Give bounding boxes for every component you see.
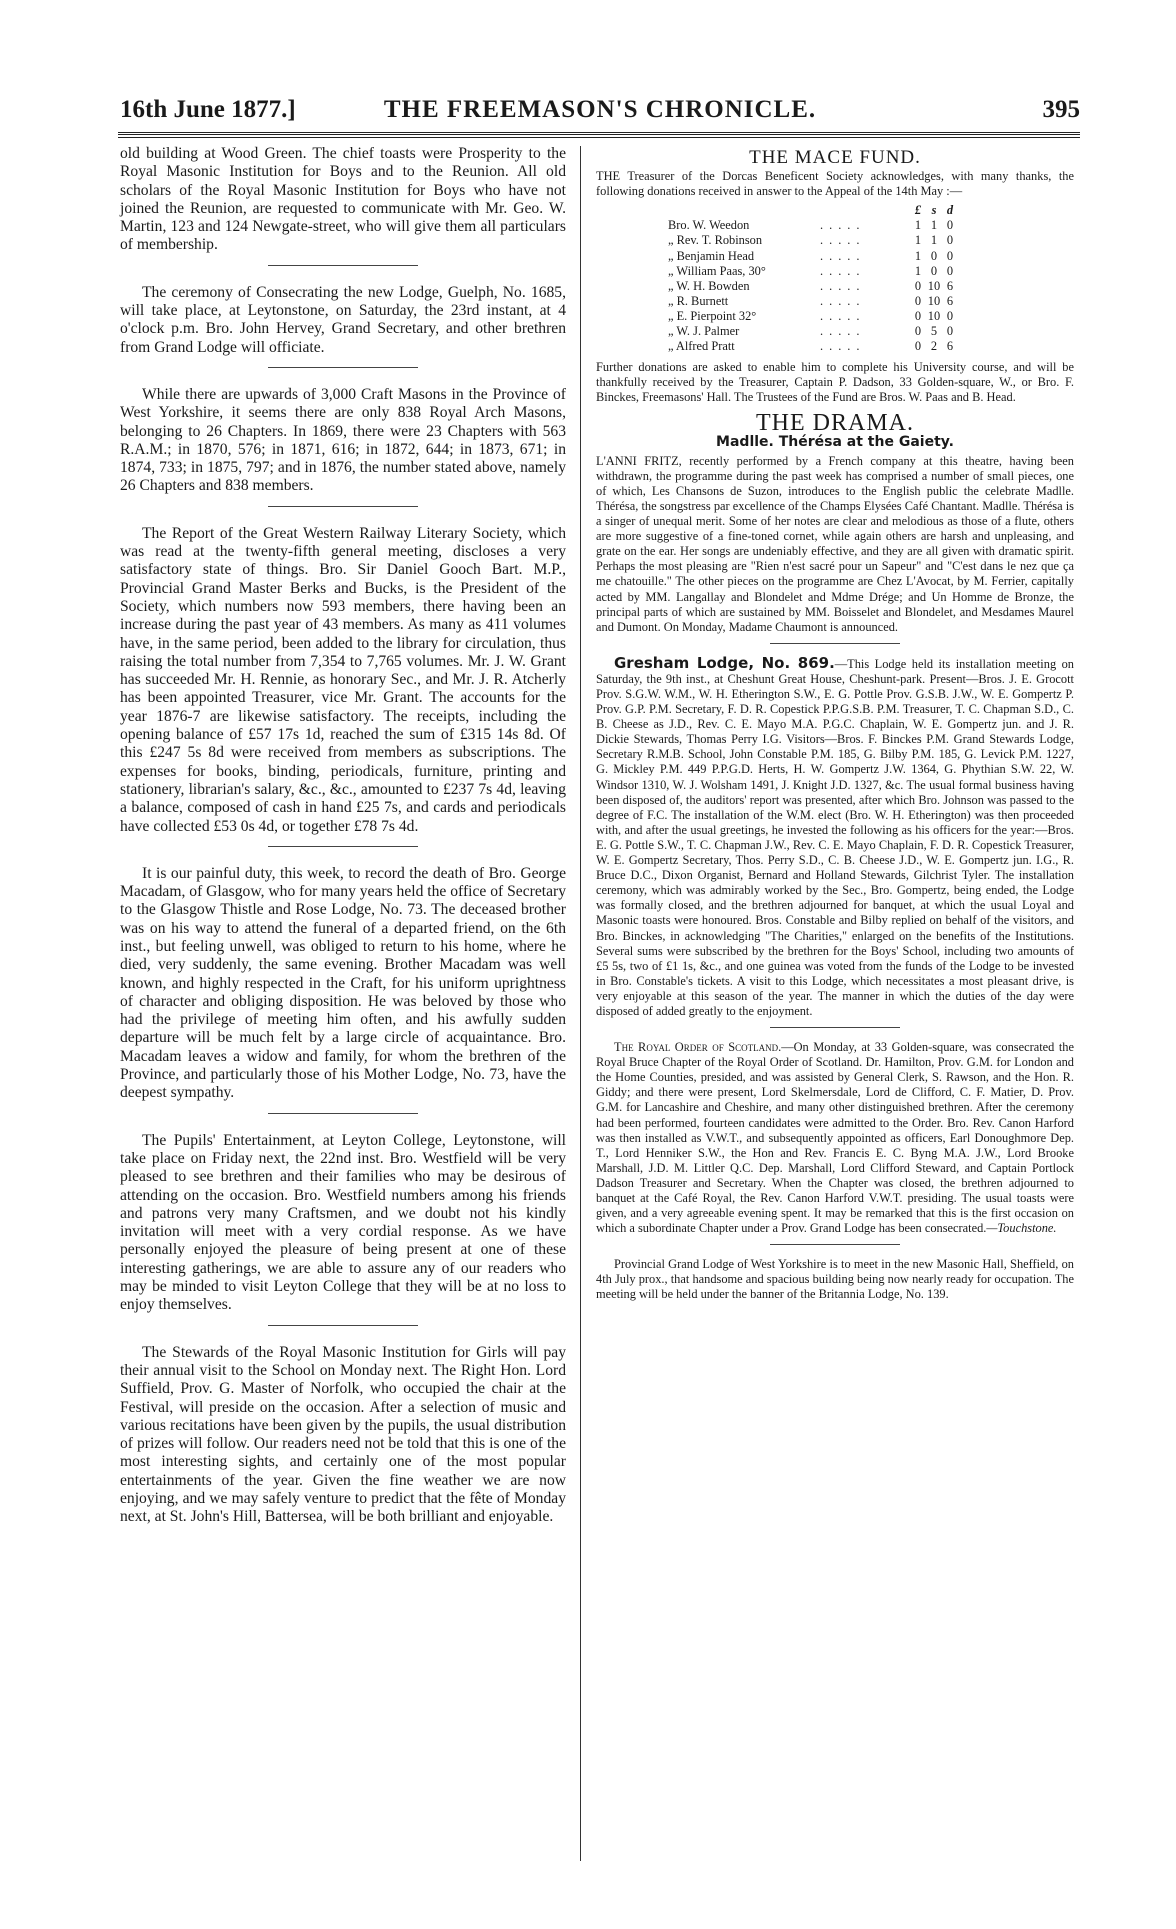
amount-pounds: 0 (914, 293, 922, 308)
leader-dots: ..... (820, 324, 866, 339)
separator-rule (268, 506, 418, 507)
drama-review: L'ANNI FRITZ, recently performed by a French company at this theatre, having been withdrawn, the programme during the past week has comprised a number of small pieces, one of which, Les Chansons de Suzon, introduces to the English public the celebrate Madlle. Thérésa, the songstress par excellence of the Champs Elysées Café Chantant. Madlle. Thérésa is a singer of unequal merit. Some of her notes are clear and melodious as those of a flute, others are more suggestive of a fine-toned cornet, while again others are harsh and unpleasing, and grate on the ear. Her songs are undeniably effective, and they are all given with dramatic spirit. Perhaps the most pleasing are "Rien n'est sacré pour un Sapeur" and "C'est dans le nez que ça me chatouille." The other pieces on the programme are Chez L'Avocat, by M. Ferrier, capitally acted by MM. Langallay and Blondelet and Mdme Drége; and Un Homme de Bronze, the principal parts of which are sustained by MM. Boisselet and Blondelet, and Mesdames Maurel and Dumont. On Monday, Madame Chaumont is announced. (596, 453, 1074, 634)
drama-title: THE DRAMA. (756, 409, 914, 436)
separator-rule (770, 643, 900, 644)
amount-shillings: 0 (930, 248, 938, 263)
article-reunion: old building at Wood Green. The chief toasts were Prosperity to the Royal Masonic Institution for Boys and to the Reunion. All old scholars of the Royal Masonic Institution for Boys who have not joined the Reunion, are requested to communicate with Mr. Geo. W. Martin, 123 and 124 Newgate-street, who will give them all particulars of membership. (120, 145, 566, 254)
donor-name: „ R. Burnett (668, 293, 729, 308)
amount-pence: 0 (946, 218, 954, 233)
amount-pounds: 0 (914, 324, 922, 339)
amount-shillings: 1 (930, 233, 938, 248)
drama-subtitle: Madlle. Thérésa at the Gaiety. (716, 433, 954, 450)
amount-pounds: 1 (914, 233, 922, 248)
donation-row (668, 249, 958, 264)
amount-pounds: 0 (914, 339, 922, 354)
gresham-heading: Gresham Lodge, No. 869. (614, 653, 835, 672)
gresham-lodge-report (596, 653, 1074, 1019)
amount-shillings: 5 (930, 324, 938, 339)
donation-row (668, 309, 958, 324)
article-macadam-obituary: It is our painful duty, this week, to record the death of Bro. George Macadam, of Glasgow, who for many years held the office of Secretary to the Glasgow Thistle and Rose Lodge, No. 73. The deceased brother was on his way to attend the funeral of a departed friend, on the 6th inst., but feeling unwell, was obliged to return to his home, where he died, very suddenly, the same evening. Brother Macadam was well known, and highly respected in the Craft, for his uniform uprightness of character and obliging disposition. He was beloved by those who had the privilege of meeting him often, and his awfully sudden departure will be much felt by a large circle of acquaintance. Bro. Macadam leaves a widow and family, for whom the brethren of the Province, and particularly those of his Mother Lodge, No. 73, have the deepest sympathy. (120, 864, 566, 1102)
amount-pence: 0 (946, 248, 954, 263)
donations-header-row (668, 203, 958, 218)
article-leyton-college: The Pupils' Entertainment, at Leyton College, Leytonstone, will take place on Friday next, the 22nd inst. Bro. Westfield will be very pleased to see brethren and their families who may be desirous of attending on the occasion. Bro. Westfield numbers among his friends and patrons very many Craftsmen, and we doubt not his kindly invitation will meet with a very cordial response. As we have personally enjoyed the pleasure of being present at one of these interesting gatherings, we are able to assure any of our readers who may be minded to visit Leyton College that they will be at no loss to enjoy themselves. (120, 1131, 566, 1314)
donor-name: „ Benjamin Head (668, 248, 755, 263)
issue-date: 16th June 1877.] (120, 96, 296, 123)
gresham-text: —This Lodge held its installation meeting on Saturday, the 9th inst., at Cheshunt Great House, Cheshunt-park. Present—Bros. J. E. Grocott Prov. S.G.W. W.M., W. H. Etherington S.W., E. G. Pottle Prov. G.S.B. J.W., W. E. Gompertz P. Prov. G.P. P.M. Secretary, F. D. R. Copestick P.P.G.S.B. P.M. Treasurer, T. C. Chapman S.D., C. B. Cheese as J.D., Rev. C. E. Mayo M.A. P.G.C. Chaplain, W. E. Gompertz jun. and J. R. Dickie Stewards, Thomas Perry I.G. Visitors—Bros. F. Binckes P.M. Grand Stewards Lodge, Secretary R.M.B. School, John Constable P.M. 185, G. Bilby P.M. 185, G. Levick P.M. 1227, G. Mickley P.M. 449 P.P.G.D. Herts, H. W. Gompertz J.W. 1364, G. Phythian S.W. 22, W. Windsor 1310, W. J. Wolsham 1491, J. Knight J.D. 1327, &c. The usual formal business having been disposed of, the auditors' report was presented, after which Bro. Johnson was passed to the degree of F.C. The installation of the W.M. elect (Bro. W. H. Etherington) was then proceeded with, and after the usual greetings, he invested the following as his officers for the year:—Bros. E. G. Pottle S.W., T. C. Chapman J.W., Rev. C. E. Mayo Chaplain, F. D. R. Copestick Treasurer, W. E. Gompertz Secretary, Thos. Perry S.D., C. B. Cheese J.D., W. E. Gompertz jun. I.G., R. Bruce D.C., Dixon Organist, Bernard and Holland Stewards, Gilchrist Tyler. The installation ceremony, which was admirably worked by the Sec., Bro. Gompertz, being ended, the Lodge was formally closed, and the brethren adjourned for banquet, at which the usual Loyal and Masonic toasts were honoured. Bros. Constable and Bilby replied on behalf of the visitors, and Bro. Binckes, in acknowledging "The Charities," enlarged on the benefits of the Institutions. Several sums were subscribed by the brethren for the Boys' School, including two amounts of £5 5s, two of £1 1s, &c., and one guinea was voted from the funds of the Lodge to be invested in Bro. Constable's tickets. A visit to this Lodge, which necessitates a most pleasant drive, is very enjoyable at this season of the year. The manner in which the duties of the day were disposed of added greatly to the enjoyment. (596, 656, 1074, 1018)
mace-fund-title: THE MACE FUND. (749, 147, 921, 168)
amount-shillings: 10 (927, 293, 941, 308)
amount-pence: 0 (946, 324, 954, 339)
mace-fund-intro: THE Treasurer of the Dorcas Beneficent Society acknowledges, with many thanks, the following donations received in answer to the Appeal of the 14th May :— (596, 169, 1074, 199)
header-pounds: £ (914, 203, 922, 218)
royal-order-text: —On Monday, at 33 Golden-square, was consecrated the Royal Bruce Chapter of the Royal Order of Scotland. Dr. Hamilton, Prov. G.M. for London and the Home Counties, presided, and was assisted by General Clerk, S. Rawson, and the Hon. R. Giddy; and there were present, Lord Skelmersdale, Lord de Clifford, C. F. Matier, D. Prov. G.M. for Lancashire and Cheshire, and many other distinguished brethren. After the ceremony had been performed, fourteen candidates were admitted to the Order. Bro. Rev. Canon Harford was then installed as V.W.T., and subsequently appointed as officers, Earl Donoughmore Dep. T., Lord Henniker S.W., the Hon and Rev. Francis E. C. Byng M.A. J.W., Lord Brooke Marshall, J.D. M. Littler Q.C. Dep. Marshall, Lord Clifford Steward, and Captain Portlock Dadson Treasurer and Secretary. When the Chapter was closed, the brethren adjourned to banquet at the Café Royal, the Rev. Canon Harford V.W.T. presiding. The usual toasts were given, and a very agreeable evening spent. It may be remarked that this is the first occasion on which a subordinate Chapter under a Prov. Grand Lodge has been consecrated. (596, 1040, 1074, 1236)
donor-name: „ W. H. Bowden (668, 278, 750, 293)
donor-name: „ E. Pierpoint 32° (668, 308, 757, 323)
masthead-rule (118, 132, 1080, 138)
leader-dots: ..... (820, 218, 866, 233)
amount-pounds: 1 (914, 263, 922, 278)
article-gwr-literary-society: The Report of the Great Western Railway Literary Society, which was read at the twenty-fifth general meeting, discloses a very satisfactory state of things. Bro. Sir Daniel Gooch Bart. M.P., Provincial Grand Master Berks and Bucks, is the President of the Society, which numbers now 593 members, there having been an increase during the past year of 43 members. As many as 411 volumes have, in the same period, been added to the library for circulation, thus raising the total number from 7,354 to 7,765 volumes. Mr. J. W. Grant has succeeded Mr. H. Rennie, as honorary Sec., and Mr. J. R. Atcherly has been appointed Treasurer, vice Mr. Grant. The accounts for the year 1876-7 are likewise satisfactory. The receipts, including the opening balance of £57 17s 1d, reached the sum of £315 14s 8d. Of this £247 5s 8d were received from members as subscriptions. The expenses for books, binding, periodicals, furniture, printing and stationery, librarian's salary, &c., &c., amounted to £237 7s 4d, leaving a balance, composed of cash in hand £25 7s, and cards and periodicals have collected £53 0s 4d, or together £78 7s 4d. (120, 524, 566, 835)
amount-pounds: 1 (914, 248, 922, 263)
amount-pounds: 0 (914, 278, 922, 293)
leader-dots: ..... (820, 293, 866, 308)
header-pence: d (946, 203, 954, 218)
separator-rule (770, 1244, 900, 1245)
amount-pence: 0 (946, 263, 954, 278)
leader-dots: ..... (820, 308, 866, 323)
donor-name: „ Rev. T. Robinson (668, 233, 763, 248)
amount-pence: 0 (946, 233, 954, 248)
page-number: 395 (1042, 96, 1080, 123)
article-west-yorkshire-chapters: While there are upwards of 3,000 Craft Masons in the Province of West Yorkshire, it seems there are only 838 Royal Arch Masons, belonging to 26 Chapters. In 1869, there were 23 Chapters with 563 R.A.M.; in 1870, 576; in 1871, 616; in 1872, 644; in 1873, 671; in 1874, 733; in 1875, 797; and in 1876, the number stated above, namely 26 Chapters and 838 members. (120, 385, 566, 495)
header-shillings: s (931, 203, 937, 218)
leader-dots: ..... (820, 263, 866, 278)
donations-table (668, 203, 958, 354)
donation-row (668, 294, 958, 309)
article-girls-institution: The Stewards of the Royal Masonic Institution for Girls will pay their annual visit to the School on Monday next. The Right Hon. Lord Suffield, Prov. G. Master of Norfolk, who occupied the chair at the Festival, will preside on the occasion. After a selection of music and various recitations have been given by the pupils, the usual distribution of prizes will follow. Our readers need not be told that this is one of the most interesting sights, and certainly one of the most popular entertainments of the year. Given the fine weather we are now enjoying, and we may safely venture to predict that the fête of Monday next, at St. John's Hill, Battersea, will be both brilliant and enjoyable. (120, 1343, 566, 1526)
amount-shillings: 2 (930, 339, 938, 354)
leader-dots: ..... (820, 339, 866, 354)
separator-rule (268, 1325, 418, 1326)
royal-order-heading: The Royal Order of Scotland. (614, 1040, 782, 1055)
amount-pence: 6 (946, 278, 954, 293)
mace-fund-outro: Further donations are asked to enable him to complete his University course, and will be thankfully received by the Treasurer, Captain P. Dadson, 33 Golden-square, W., or Bro. F. Binckes, Freemasons' Hall. The Trustees of the Fund are Bros. W. Paas and B. Head. (596, 360, 1074, 405)
amount-pounds: 1 (914, 218, 922, 233)
royal-order-report (596, 1040, 1074, 1236)
amount-pounds: 0 (914, 308, 922, 323)
donation-row (668, 324, 958, 339)
donation-row (668, 218, 958, 233)
donation-row (668, 339, 958, 354)
separator-rule (770, 1027, 900, 1028)
left-column (120, 145, 566, 1527)
publication-title: THE FREEMASON'S CHRONICLE. (383, 96, 817, 123)
donor-name: „ Alfred Pratt (668, 339, 735, 354)
royal-order-signature: —Touchstone. (986, 1221, 1057, 1236)
donor-name: „ William Paas, 30° (668, 263, 766, 278)
amount-pence: 6 (946, 293, 954, 308)
amount-shillings: 0 (930, 263, 938, 278)
masthead (120, 96, 1080, 130)
donor-name: Bro. W. Weedon (668, 218, 750, 233)
amount-shillings: 1 (930, 218, 938, 233)
separator-rule (268, 367, 418, 368)
amount-pence: 0 (946, 308, 954, 323)
right-column (596, 147, 1074, 1303)
leader-dots: ..... (820, 233, 866, 248)
article-guelph-lodge: The ceremony of Consecrating the new Lodge, Guelph, No. 1685, will take place, at Leytonstone, on Saturday, the 23rd instant, at 4 o'clock p.m. Bro. John Hervey, Grand Secretary, and other brethren from Grand Lodge will officiate. (120, 283, 566, 356)
separator-rule (268, 846, 418, 847)
leader-dots: ..... (820, 248, 866, 263)
provincial-grand-lodge-notice: Provincial Grand Lodge of West Yorkshire is to meet in the new Masonic Hall, Sheffield, on 4th July prox., that handsome and spacious building being now nearly ready for occupation. The meeting will be held under the banner of the Britannia Lodge, No. 139. (596, 1257, 1074, 1302)
leader-dots: ..... (820, 278, 866, 293)
amount-pence: 6 (946, 339, 954, 354)
donor-name: „ W. J. Palmer (668, 324, 740, 339)
donation-row (668, 233, 958, 248)
donation-row (668, 279, 958, 294)
separator-rule (268, 265, 418, 266)
separator-rule (268, 1113, 418, 1114)
amount-shillings: 10 (927, 278, 941, 293)
amount-shillings: 10 (927, 308, 941, 323)
column-divider (580, 146, 581, 1861)
donation-row (668, 264, 958, 279)
